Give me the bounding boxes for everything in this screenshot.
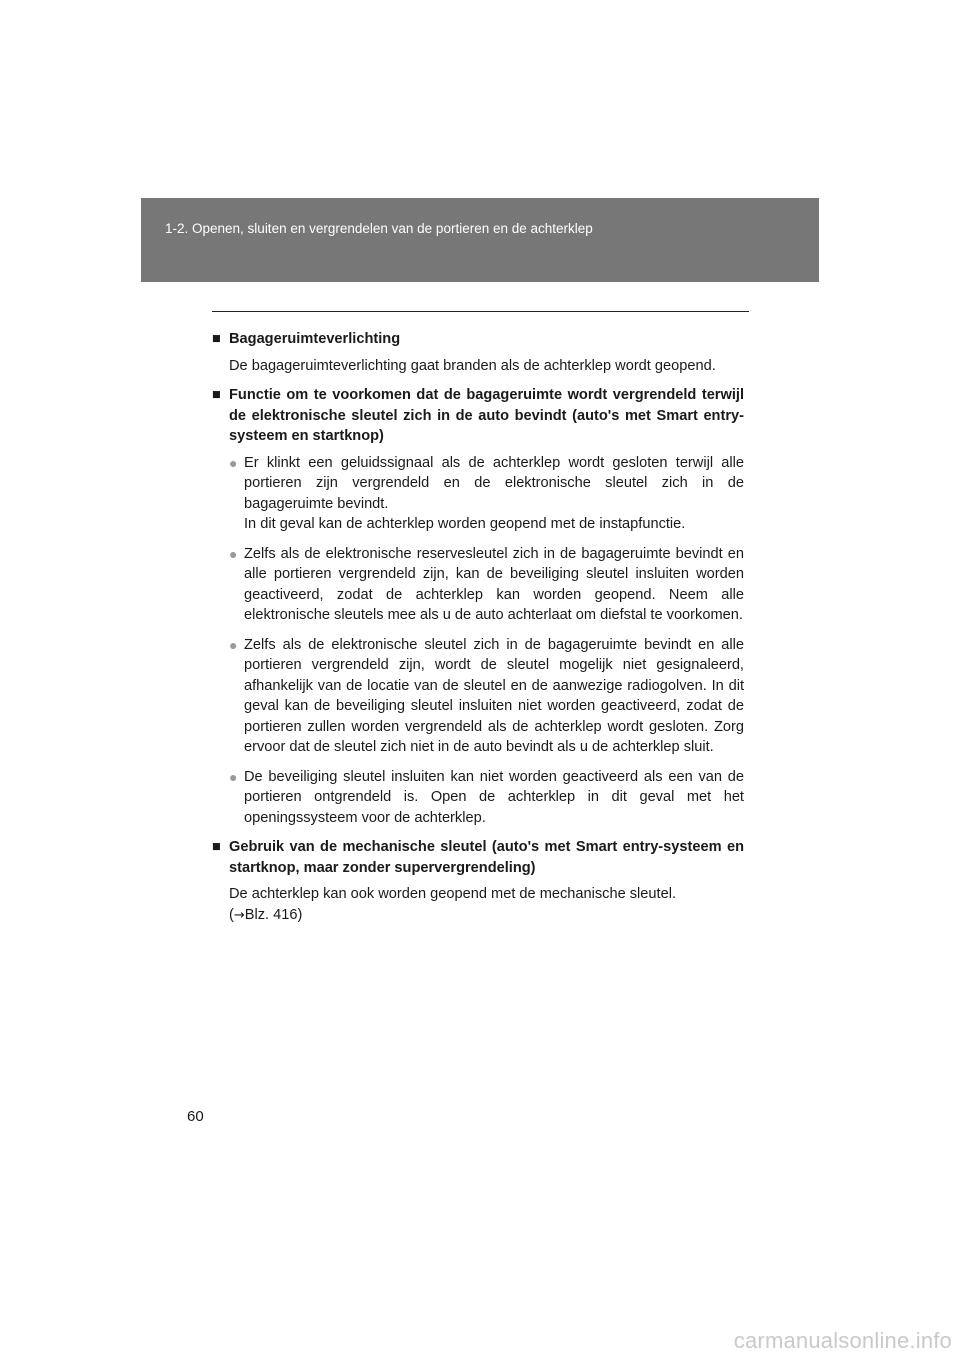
round-bullet-icon: ● xyxy=(229,768,238,785)
bullet-text: De beveiliging sleutel insluiten kan niet worden geactiveerd als een van de portieren ontgrendeld is. Open de achterklep in dit geval met het openingssysteem voor de achterklep. xyxy=(244,768,744,826)
divider-line xyxy=(212,311,749,312)
section-heading-mechanische-sleutel xyxy=(212,837,744,878)
round-bullet-icon: ● xyxy=(229,545,238,562)
section-heading-functie xyxy=(212,385,744,447)
heading-text: Functie om te voorkomen dat de bagageruimte wordt vergrendeld terwijl de elektronische sleutel zich in de auto bevindt (auto's met Smart entry-systeem en startknop) xyxy=(229,387,744,444)
bullet-text: Zelfs als de elektronische reservesleutel zich in de bagageruimte bevindt en alle portieren vergrendeld zijn, kan de beveiliging sleutel insluiten worden geactiveerd, zodat de achterklep kan worden geopend. Neem alle elektronische sleutels mee als u de auto achterlaat om diefstal te voorkomen. xyxy=(244,545,744,623)
watermark-logo: carmanualsonline.info xyxy=(733,1328,952,1353)
page-reference: (→Blz. 416) xyxy=(229,906,303,923)
arrow-right-icon: → xyxy=(233,907,245,923)
section-header-band xyxy=(141,198,819,282)
section-paragraph: De bagageruimteverlichting gaat branden als de achterklep wordt geopend. xyxy=(229,357,716,374)
section-paragraph xyxy=(229,884,744,926)
round-bullet-icon: ● xyxy=(229,454,238,471)
bullet-item xyxy=(229,767,744,829)
bullet-item xyxy=(229,544,744,626)
section-heading-bagageruimteverlichting xyxy=(212,329,744,350)
square-bullet-icon: ■ xyxy=(212,331,221,347)
heading-text: Bagageruimteverlichting xyxy=(229,331,401,347)
page-content xyxy=(212,329,744,935)
bullet-item xyxy=(229,453,744,535)
heading-text: Gebruik van de mechanische sleutel (auto's met Smart entry-systeem en startknop, maar zonder supervergrendeling) xyxy=(229,839,744,876)
square-bullet-icon: ■ xyxy=(212,839,221,855)
bullet-item xyxy=(229,635,744,758)
paragraph-text: De achterklep kan ook worden geopend met de mechanische sleutel. xyxy=(229,886,677,902)
bullet-text: Zelfs als de elektronische sleutel zich in de bagageruimte bevindt en alle portieren vergrendeld zijn, wordt de sleutel mogelijk niet gesignaleerd, afhankelijk van de locatie van de sleutel en de aanwezige radiogolven. In dit geval kan de beveiliging sleutel insluiten niet worden geactiveerd, zodat de portieren zullen worden vergrendeld als de achterklep wordt gesloten. Zorg ervoor dat de sleutel zich niet in de auto bevindt als u de achterklep sluit. xyxy=(244,636,744,755)
bullet-text: Er klinkt een geluidssignaal als de achterklep wordt gesloten terwijl alle portieren zijn vergrendeld en de elektronische sleutel zich in de bagageruimte bevindt. xyxy=(244,454,744,512)
section-title: 1-2. Openen, sluiten en vergrendelen van de portieren en de achterklep xyxy=(165,221,593,236)
page-reference-label: Blz. 416 xyxy=(244,906,298,923)
page-number: 60 xyxy=(187,1108,204,1125)
round-bullet-icon: ● xyxy=(229,636,238,653)
bullet-text-continued: In dit geval kan de achterklep worden geopend met de instapfunctie. xyxy=(244,516,686,532)
square-bullet-icon: ■ xyxy=(212,387,221,403)
